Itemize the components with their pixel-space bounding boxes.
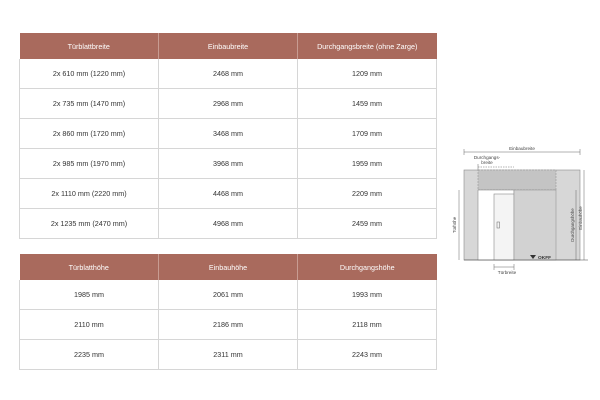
door-dimension-diagram — [450, 142, 590, 282]
table-cell: 2x 610 mm (1220 mm) — [20, 59, 159, 89]
durchgangsbreite-dimension — [474, 155, 514, 170]
einbaubreite-label: Einbaubreite — [509, 146, 535, 151]
table-cell: 1985 mm — [20, 280, 159, 310]
table-cell: 2186 mm — [159, 310, 298, 340]
column-header: Durchgangsbreite (ohne Zarge) — [298, 33, 437, 59]
table-row — [20, 59, 437, 89]
table-cell: 2x 735 mm (1470 mm) — [20, 89, 159, 119]
column-header: Einbaubreite — [159, 33, 298, 59]
einbauhoehe-label: Einbauhöhe — [578, 206, 583, 230]
passage-top — [478, 170, 556, 190]
tuerbreite-dimension — [494, 264, 517, 275]
column-header: Einbauhöhe — [159, 254, 298, 280]
tuerbreite-label: Türbreite — [497, 270, 517, 275]
table-row — [20, 280, 437, 310]
table-cell: 2x 860 mm (1720 mm) — [20, 119, 159, 149]
table-row — [20, 179, 437, 209]
tuerhoehe-dimension — [452, 190, 459, 260]
table-cell: 2311 mm — [159, 340, 298, 370]
table-cell: 2459 mm — [298, 209, 437, 239]
table-cell: 3968 mm — [159, 149, 298, 179]
table-cell: 1459 mm — [298, 89, 437, 119]
durchgangshoehe-label: Durchgangshöhe — [570, 208, 575, 242]
table-row — [20, 340, 437, 370]
table-row — [20, 209, 437, 239]
width-table — [19, 33, 437, 239]
table-cell: 2468 mm — [159, 59, 298, 89]
table-cell: 2x 985 mm (1970 mm) — [20, 149, 159, 179]
table-row — [20, 310, 437, 340]
table-row — [20, 149, 437, 179]
wall-pocket — [514, 190, 556, 260]
table-cell: 1993 mm — [298, 280, 437, 310]
column-header: Durchgangshöhe — [298, 254, 437, 280]
okff-label: OKFF — [538, 256, 552, 261]
durchgangsbreite-label-line1: Durchgangs- — [473, 155, 501, 160]
table-cell: 4468 mm — [159, 179, 298, 209]
table-cell: 2118 mm — [298, 310, 437, 340]
table-cell: 2209 mm — [298, 179, 437, 209]
table-cell: 1959 mm — [298, 149, 437, 179]
column-header: Türblattbreite — [20, 33, 159, 59]
table-cell: 2x 1235 mm (2470 mm) — [20, 209, 159, 239]
table-row — [20, 119, 437, 149]
table-cell: 2235 mm — [20, 340, 159, 370]
table-cell: 3468 mm — [159, 119, 298, 149]
table-cell: 2x 1110 mm (2220 mm) — [20, 179, 159, 209]
table-cell: 2110 mm — [20, 310, 159, 340]
table-cell: 2061 mm — [159, 280, 298, 310]
height-table — [19, 254, 437, 370]
einbaubreite-dimension — [464, 146, 580, 155]
table-cell: 4968 mm — [159, 209, 298, 239]
width-table-header — [20, 33, 437, 59]
table-cell: 2243 mm — [298, 340, 437, 370]
table-cell: 2968 mm — [159, 89, 298, 119]
table-cell: 1209 mm — [298, 59, 437, 89]
height-table-header — [20, 254, 437, 280]
column-header: Türblatthöhe — [20, 254, 159, 280]
table-cell: 1709 mm — [298, 119, 437, 149]
table-row — [20, 89, 437, 119]
durchgangsbreite-label-line2: breite — [481, 160, 493, 165]
tuerhoehe-label: Türhöhe — [452, 216, 457, 234]
